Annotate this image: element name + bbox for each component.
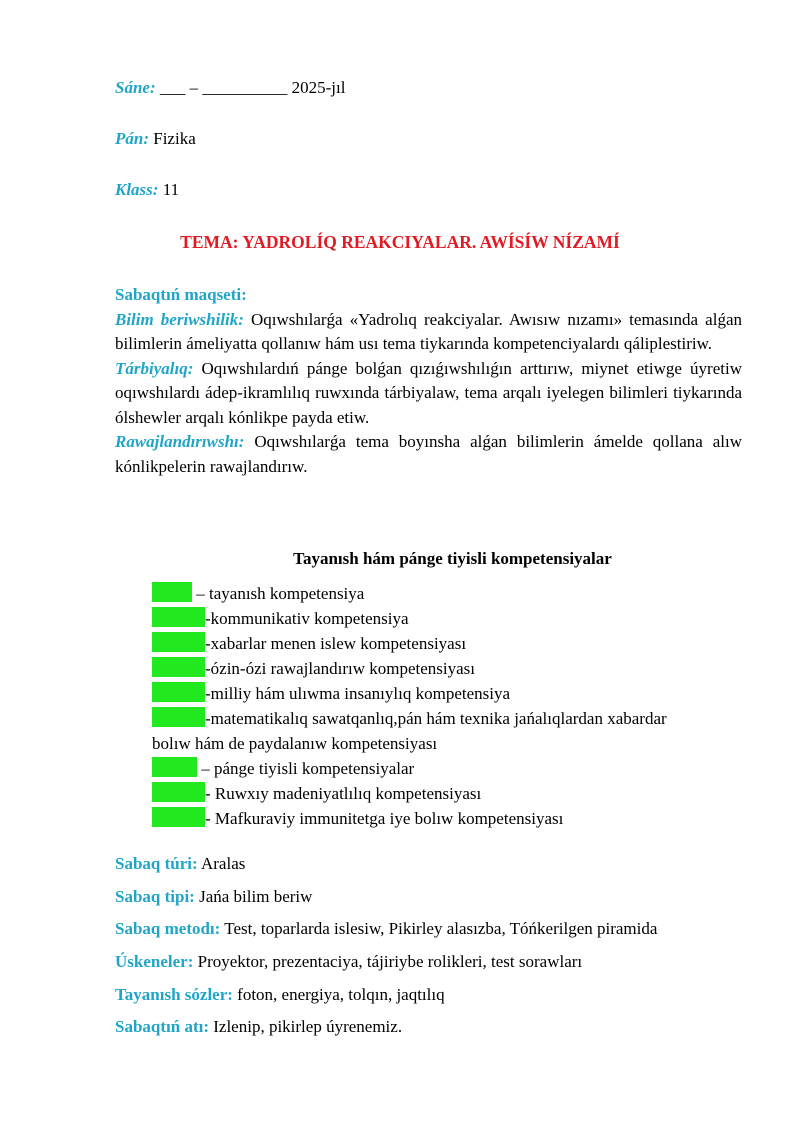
competency-text: -milliy hám ulıwma insanıylıq kompetensiya — [205, 684, 511, 703]
goal-development-text: Oqıwshılarǵa tema boyınsha alǵan bilimlerin ámelde qollana alıw kónlikpelerin rawajlandırıw. — [115, 432, 742, 476]
subject-row — [115, 128, 196, 150]
goals-heading: Sabaqtıń maqseti: — [115, 285, 247, 304]
competency-item — [152, 656, 475, 681]
redacted-highlight — [152, 782, 205, 802]
competency-text: - Ruwxıy madeniyatlılıq kompetensiyası — [205, 784, 482, 803]
lesson-method-row — [115, 918, 657, 940]
redacted-highlight — [152, 757, 197, 777]
lesson-type-value: Aralas — [200, 854, 246, 873]
redacted-highlight — [152, 632, 205, 652]
lesson-keywords-value: foton, energiya, tolqın, jaqtılıq — [237, 985, 445, 1004]
date-value: ___ – __________ 2025-jıl — [159, 78, 346, 97]
competency-text: – tayanısh kompetensiya — [196, 584, 365, 603]
redacted-highlight — [152, 607, 205, 627]
goal-education — [115, 308, 742, 357]
goal-upbringing-text: Oqıwshılardıń pánge bolǵan qızıǵıwshılıǵın arttırıw, miynet etiwge úyretiw oqıwshılardı ádep-ikramlılıq ruwxında tárbiyalaw, tema arqalı iyelegen bilimleri tiykarında ólshewler arqalı kónlikpe payda etiw. — [115, 358, 742, 427]
redacted-highlight — [152, 657, 205, 677]
class-value: 11 — [162, 180, 180, 199]
goal-upbringing-label: Tárbiyalıq: — [115, 358, 194, 378]
goal-upbringing — [115, 357, 742, 431]
competency-text: bolıw hám de paydalanıw kompetensiyası — [152, 734, 438, 753]
goals-section — [115, 283, 742, 479]
date-row — [115, 77, 345, 99]
lesson-equipment-row — [115, 951, 582, 973]
competency-text: – pánge tiyisli kompetensiyalar — [201, 759, 415, 778]
competency-text: -matematikalıq sawatqanlıq,pán hám texnika jańalıqlardan xabardar — [205, 709, 667, 728]
redacted-highlight — [152, 707, 205, 727]
competency-text: -kommunikativ kompetensiya — [205, 609, 409, 628]
competency-text: -xabarlar menen islew kompetensiyası — [205, 634, 467, 653]
competency-item — [152, 681, 510, 706]
goal-education-label: Bilim beriwshilik: — [115, 309, 244, 329]
competency-item — [152, 606, 409, 631]
competency-item-continued — [152, 731, 437, 756]
lesson-type-label: Sabaq túri: — [115, 854, 198, 873]
competency-text: -ózin-ózi rawajlandırıw kompetensiyası — [205, 659, 476, 678]
lesson-kind-row — [115, 886, 312, 908]
goal-development — [115, 430, 742, 479]
lesson-type-row — [115, 853, 245, 875]
lesson-method-label: Sabaq metodı: — [115, 919, 221, 938]
competency-item — [152, 706, 667, 731]
lesson-motto-value: Izlenip, pikirlep úyrenemiz. — [213, 1017, 403, 1036]
competency-item — [152, 806, 563, 831]
lesson-motto-label: Sabaqtıń atı: — [115, 1017, 209, 1036]
lesson-kind-label: Sabaq tipi: — [115, 887, 195, 906]
lesson-motto-row — [115, 1016, 402, 1038]
lesson-equipment-value: Proyektor, prezentaciya, tájiriybe rolikleri, test sorawları — [197, 952, 583, 971]
date-label: Sáne: — [115, 78, 156, 97]
class-row — [115, 179, 179, 201]
redacted-highlight — [152, 582, 192, 602]
lesson-method-value: Test, toparlarda islesiw, Pikirley alasızba, Tóńkerilgen piramida — [224, 919, 658, 938]
lesson-keywords-row — [115, 984, 445, 1006]
competency-item — [152, 581, 364, 606]
competency-item — [152, 756, 414, 781]
subject-value: Fizika — [153, 129, 196, 148]
topic-title: TEMA: YADROLÍQ REAKCIYALAR. AWÍSÍW NÍZAMÍ — [180, 232, 620, 252]
subject-label: Pán: — [115, 129, 149, 148]
lesson-equipment-label: Úskeneler: — [115, 952, 194, 971]
class-label: Klass: — [115, 180, 159, 199]
lesson-kind-value: Jańa bilim beriw — [199, 887, 313, 906]
goal-development-label: Rawajlandırıwshı: — [115, 432, 245, 451]
competency-text: - Mafkuraviy immunitetga iye bolıw kompetensiyası — [205, 809, 564, 828]
competency-item — [152, 631, 466, 656]
competencies-heading: Tayanısh hám pánge tiyisli kompetensiyalar — [293, 549, 612, 568]
competency-item — [152, 781, 481, 806]
redacted-highlight — [152, 682, 205, 702]
goal-education-text: Oqıwshılarǵa «Yadrolıq reakciyalar. Awısıw nızamı» temasında alǵan bilimlerin ámeliyatta qollanıw hám usı tema tiykarında kompetenciyalardı qáliplestiriw. — [115, 309, 742, 353]
lesson-keywords-label: Tayanısh sózler: — [115, 985, 233, 1004]
redacted-highlight — [152, 807, 205, 827]
